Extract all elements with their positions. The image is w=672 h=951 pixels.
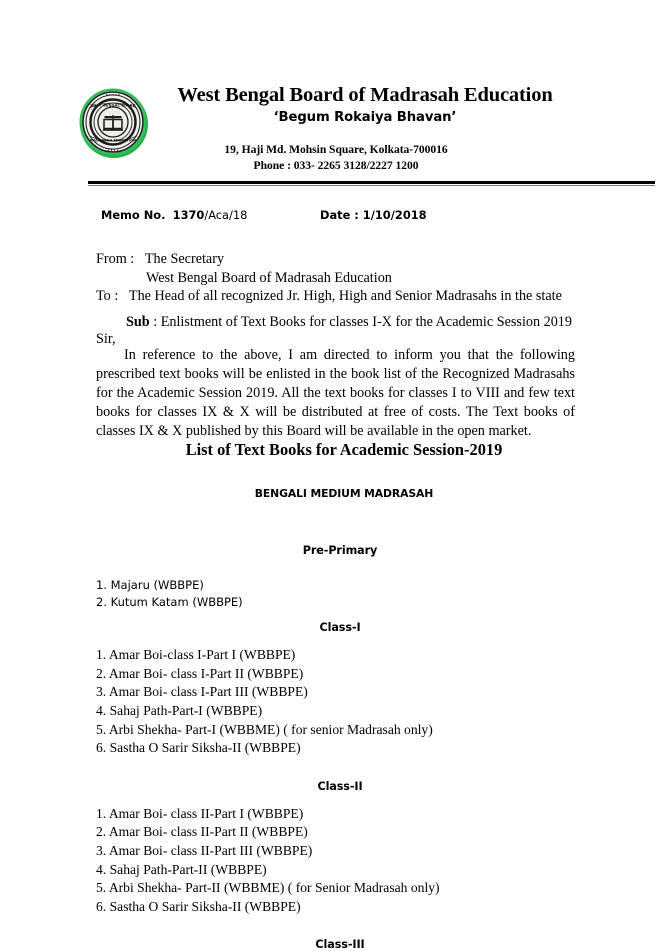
list-item: 2. Amar Boi- class II-Part II (WBBPE) (96, 824, 308, 840)
letterhead (0, 84, 672, 175)
from-organization: West Bengal Board of Madrasah Education (146, 269, 392, 286)
svg-text:WEST BENGAL BOARD: WEST BENGAL BOARD (90, 103, 136, 108)
list-item: 5. Arbi Shekha- Part-I (WBBME) ( for senior Madrasah only) (96, 721, 433, 737)
address-line: 19, Haji Md. Mohsin Square, Kolkata-700016 (224, 142, 448, 156)
section-heading-class-iii: Class-III (315, 938, 365, 951)
to-line (96, 287, 616, 306)
section-heading-class-i: Class-I (319, 621, 361, 635)
memo-date: Date : 1/10/2018 (320, 208, 427, 222)
header-divider-shadow (88, 185, 655, 186)
memo-label: Memo No. (101, 208, 166, 222)
book-list-pre-primary (0, 577, 672, 610)
svg-text:• • • •: • • • • (107, 148, 119, 153)
list-item: 3. Amar Boi- class II-Part III (WBBPE) (96, 842, 313, 858)
book-sections (0, 544, 672, 951)
svg-text:MADRASAH EDUCATION: MADRASAH EDUCATION (89, 138, 137, 143)
correspondence-block (96, 250, 616, 306)
list-item: 6. Sastha O Sarir Siksha-II (WBBPE) (96, 740, 301, 756)
memo-row (101, 208, 601, 222)
section-heading-class-ii: Class-II (317, 779, 363, 793)
header-divider (88, 181, 655, 184)
to-value: The Head of all recognized Jr. High, High and Senior Madrasahs in the state (128, 288, 562, 305)
book-list-class-ii (0, 805, 672, 917)
section-heading-pre-primary: Pre-Primary (302, 544, 378, 557)
list-item: 3. Amar Boi- class I-Part III (WBBPE) (96, 684, 308, 700)
letter-body: In reference to the above, I am directed to inform you that the following prescribed text books will be enlisted in the book list of the Recognized Madrasahs for the Academic Session 2019. All the text books for classes I to VIII and few text books for classes IX & X will be distributed at free of costs. The Text books of classes IX & X published by this Board will be available in the open market. (96, 347, 575, 439)
list-item: 1. Amar Boi-class I-Part I (WBBPE) (96, 647, 296, 663)
list-item: 2. Amar Boi- class I-Part II (WBBPE) (96, 665, 304, 681)
list-item: 5. Arbi Shekha- Part-II (WBBME) ( for Senior Madrasah only) (96, 880, 440, 896)
svg-text:• • • • •: • • • • • (105, 93, 121, 98)
subject-text: : Enlistment of Text Books for classes I-X for the Academic Session 2019 (153, 314, 572, 330)
list-item: 2. Kutum Katam (WBBPE) (96, 594, 243, 609)
book-list-class-i (0, 646, 672, 758)
from-line (96, 250, 616, 269)
list-item: 6. Sastha O Sarir Siksha-II (WBBPE) (96, 898, 301, 914)
medium-heading: BENGALI MEDIUM MADRASAH (254, 487, 434, 500)
list-item: 1. Majaru (WBBPE) (96, 578, 204, 592)
subject-line (96, 313, 596, 331)
organization-subtitle: ‘Begum Rokaiya Bhavan’ (273, 109, 457, 125)
from-value: The Secretary (144, 251, 225, 267)
list-item: 4. Sahaj Path-Part-I (WBBPE) (96, 702, 263, 718)
memo-suffix: /Aca/18 (204, 208, 248, 222)
to-label: To : (96, 288, 119, 305)
from-label: From : (96, 251, 135, 267)
board-seal-icon (77, 86, 151, 160)
phone-line: Phone : 033- 2265 3128/2227 1200 (253, 159, 419, 173)
list-title: List of Text Books for Academic Session-2019 (185, 440, 503, 459)
list-item: 4. Sahaj Path-Part-II (WBBPE) (96, 861, 267, 877)
organization-title: West Bengal Board of Madrasah Education (177, 84, 553, 106)
memo-number: 1370 (172, 208, 205, 222)
list-item: 1. Amar Boi- class II-Part I (WBBPE) (96, 805, 304, 821)
salutation: Sir, (96, 331, 116, 347)
subject-label: Sub (126, 314, 150, 330)
